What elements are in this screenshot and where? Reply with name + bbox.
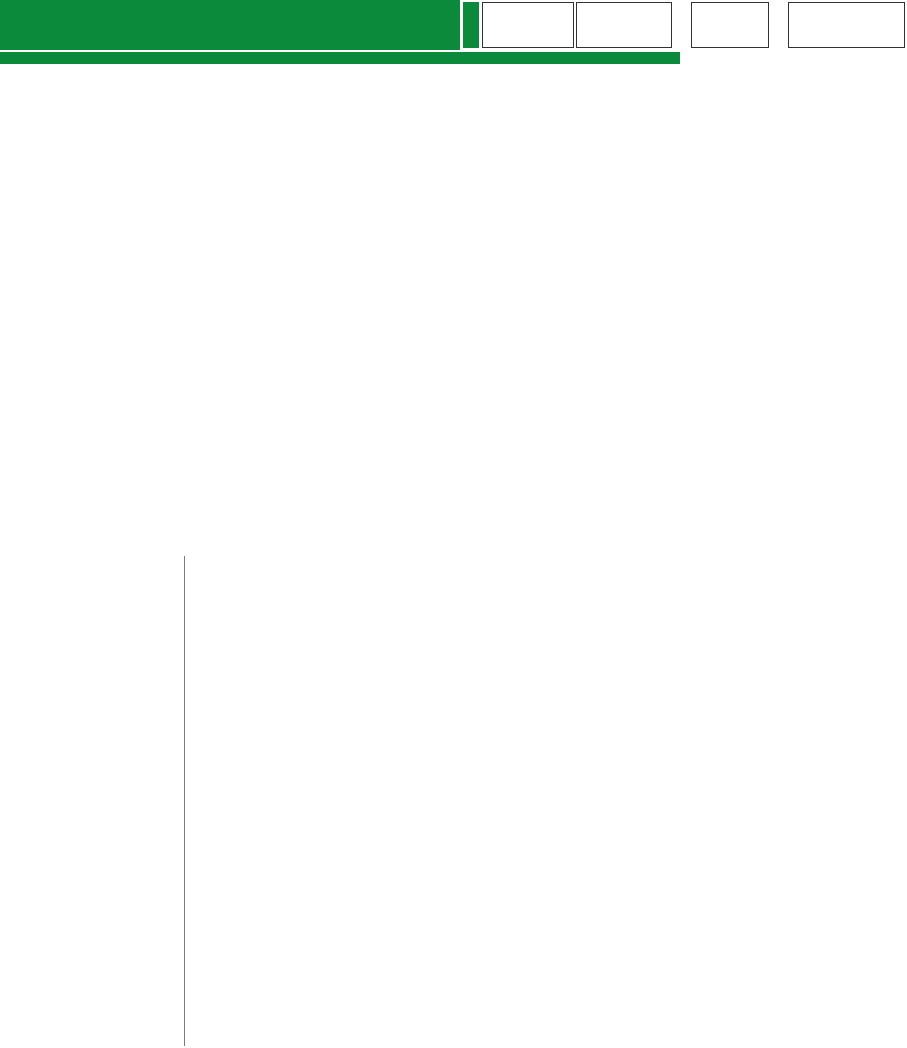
page-title [0,0,460,50]
section-label [463,2,479,48]
symbol-items [788,2,905,48]
race-memo-left [482,2,574,48]
top-races [0,66,907,554]
notes-bar [0,52,680,64]
symbol-label [771,2,787,48]
race-memo-mid [576,2,672,48]
pool-items [691,2,769,48]
bottom-races [186,556,907,1046]
stats-column [0,556,185,1046]
pool-label [674,2,690,48]
